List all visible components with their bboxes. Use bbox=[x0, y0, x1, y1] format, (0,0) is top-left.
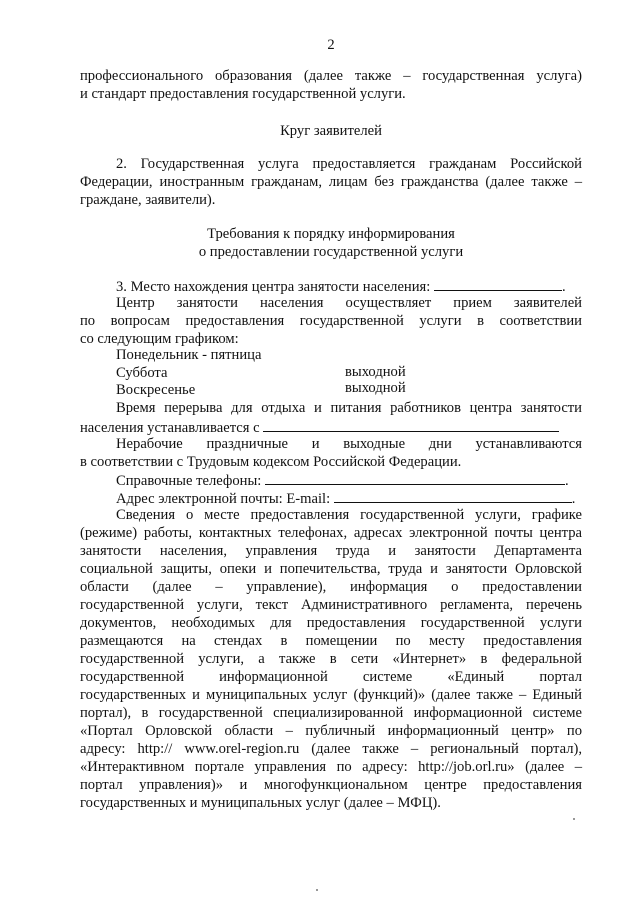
info-line-16: портал управления)» и многофункциональном центре предоставления bbox=[80, 777, 582, 793]
schedule-status-sunday: выходной bbox=[345, 380, 406, 396]
info-line-10: государственной информационной системе «Единый портал bbox=[80, 669, 582, 685]
schedule-status-saturday: выходной bbox=[345, 364, 406, 380]
break-line-2: населения устанавливается с bbox=[80, 418, 582, 437]
info-line-9: государственной услуги, а также в сети «Интернет» в федеральной bbox=[80, 651, 582, 667]
scan-speck bbox=[316, 889, 318, 891]
info-line-6: государственной услуги, текст Административного регламента, перечень bbox=[80, 597, 582, 613]
scan-speck bbox=[573, 818, 575, 820]
applicants-line-2: Федерации, иностранным гражданам, лицам без гражданства (далее также – bbox=[80, 174, 582, 190]
info-line-11: государственных и муниципальных услуг (функций)» (далее также – Единый bbox=[80, 687, 582, 703]
intro-line-1: профессионального образования (далее также – государственная услуга) bbox=[80, 68, 582, 84]
holidays-line-2: в соответствии с Трудовым кодексом Российской Федерации. bbox=[80, 454, 462, 470]
heading-info-2: о предоставлении государственной услуги bbox=[198, 244, 464, 260]
info-line-3: занятости населения, управления труда и занятости Департамента bbox=[80, 543, 582, 559]
location-line: 3. Место нахождения центра занятости населения: . bbox=[116, 279, 566, 295]
holidays-line-1: Нерабочие праздничные и выходные дни устанавливаются bbox=[116, 436, 582, 452]
applicants-line-3: граждане, заявители). bbox=[80, 192, 216, 208]
break-line-1: Время перерыва для отдыха и питания работников центра занятости bbox=[116, 400, 582, 416]
schedule-day-sunday: Воскресенье bbox=[116, 382, 196, 398]
location-blank bbox=[434, 277, 562, 291]
info-line-1: Сведения о месте предоставления государственной услуги, графике bbox=[116, 507, 582, 523]
info-line-17: государственных и муниципальных услуг (далее – МФЦ). bbox=[80, 795, 441, 811]
email-blank bbox=[334, 489, 572, 503]
schedule-day-saturday: Суббота bbox=[116, 365, 168, 381]
info-line-7: документов, необходимых для предоставления государственной услуги bbox=[80, 615, 582, 631]
info-line-5: области (далее – управление), информация о предоставлении bbox=[80, 579, 582, 595]
schedule-intro-1: Центр занятости населения осуществляет прием заявителей bbox=[116, 295, 582, 311]
info-line-8: размещаются на стендах в помещении по месту предоставления bbox=[80, 633, 582, 649]
applicants-line-1: 2. Государственная услуга предоставляется гражданам Российской bbox=[116, 156, 582, 172]
info-line-2: (режиме) работы, контактных телефонах, адресах электронной почты центра bbox=[80, 525, 582, 541]
schedule-intro-2: по вопросам предоставления государственной услуги в соответствии bbox=[80, 313, 582, 329]
break-time-blank bbox=[263, 418, 559, 432]
email-line: Адрес электронной почты: E-mail: . bbox=[116, 491, 576, 507]
info-line-13: «Портал Орловской области – публичный информационный центр» по bbox=[80, 723, 582, 739]
page-number: 2 bbox=[327, 37, 335, 53]
phones-label: Справочные телефоны: bbox=[116, 473, 262, 489]
phones-line: Справочные телефоны: . bbox=[116, 473, 569, 489]
schedule-day-weekdays: Понедельник - пятница bbox=[116, 347, 262, 363]
heading-info-1: Требования к порядку информирования bbox=[207, 226, 455, 242]
info-line-4: социальной защиты, опеки и попечительства, труда и занятости Орловской bbox=[80, 561, 582, 577]
info-line-12: портал), в государственной специализированной информационной системе bbox=[80, 705, 582, 721]
phones-blank bbox=[265, 471, 565, 485]
location-label: 3. Место нахождения центра занятости населения: bbox=[116, 279, 431, 295]
heading-applicants: Круг заявителей bbox=[280, 123, 382, 139]
email-label: Адрес электронной почты: E-mail: bbox=[116, 491, 331, 507]
info-line-15: «Интерактивном портале управления по адресу: http://job.orl.ru» (далее – bbox=[80, 759, 582, 775]
info-line-14: адресу: http:// www.orel-region.ru (далее также – региональный портал), bbox=[80, 741, 582, 757]
schedule-intro-3: со следующим графиком: bbox=[80, 331, 239, 347]
intro-line-2: и стандарт предоставления государственной услуги. bbox=[80, 86, 406, 102]
